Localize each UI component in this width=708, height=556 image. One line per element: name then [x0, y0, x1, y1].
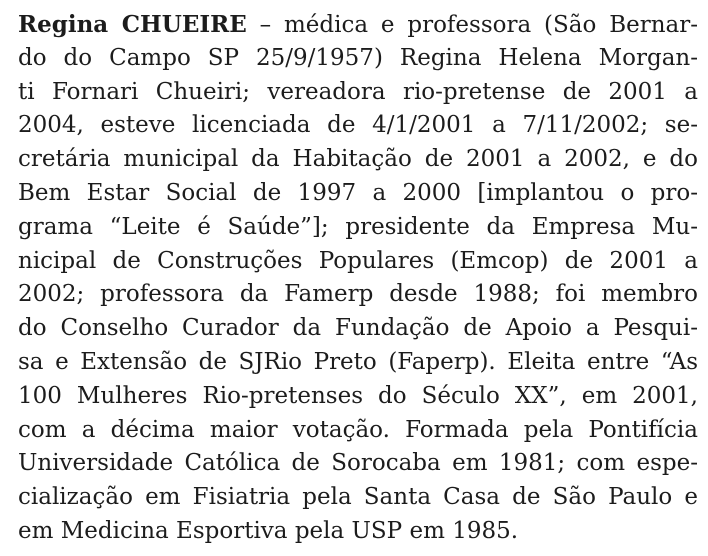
entry-line-14: Universidade Católica de Sorocaba em 1981; com espe-	[18, 450, 698, 477]
entry-line-15: cialização em Fisiatria pela Santa Casa de São Paulo e	[18, 484, 698, 511]
entry-line-12: 100 Mulheres Rio-pretenses do Século XX”, em 2001,	[18, 382, 698, 409]
entry-line-5: cretária municipal da Habitação de 2001 a 2002, e do	[18, 146, 698, 173]
entry-name: Regina CHUEIRE	[18, 11, 247, 38]
entry-line-11: sa e Extensão de SJRio Preto (Faperp). Eleita entre “As	[18, 348, 698, 375]
entry-line-10: do Conselho Curador da Fundação de Apoio a Pesqui-	[18, 315, 698, 342]
biography-entry	[18, 8, 698, 549]
entry-line-2: do do Campo SP 25/9/1957) Regina Helena Morgan-	[18, 44, 698, 71]
entry-line-8: nicipal de Construções Populares (Emcop) de 2001 a	[18, 247, 698, 274]
entry-line-4: 2004, esteve licenciada de 4/1/2001 a 7/11/2002; se-	[18, 112, 698, 139]
entry-line-9: 2002; professora da Famerp desde 1988; foi membro	[18, 281, 698, 308]
entry-line-7: grama “Leite é Saúde”]; presidente da Empresa Mu-	[18, 213, 698, 240]
entry-line-3: ti Fornari Chueiri; vereadora rio-pretense de 2001 a	[18, 78, 698, 105]
entry-line-1-text: – médica e professora (São Bernar-	[246, 12, 698, 38]
entry-line-1	[18, 8, 698, 42]
entry-line-16: em Medicina Esportiva pela USP em 1985.	[18, 517, 519, 544]
entry-line-6: Bem Estar Social de 1997 a 2000 [implantou o pro-	[18, 179, 698, 206]
entry-line-13: com a décima maior votação. Formada pela Pontifícia	[18, 416, 698, 443]
